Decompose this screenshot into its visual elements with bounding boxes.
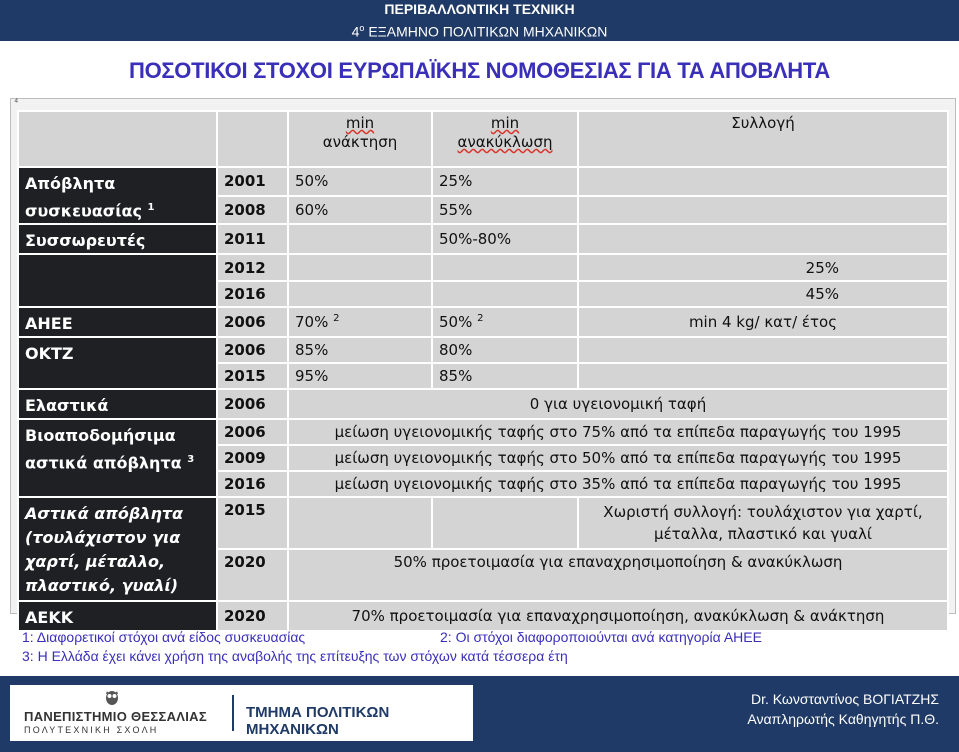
table-row [18, 337, 948, 363]
footnote-2: 2: Οι στόχοι διαφοροποιούνται ανά κατηγορία ΑΗΕΕ [440, 629, 762, 645]
value-cell: 25% [432, 167, 578, 196]
year-cell: 2001 [217, 167, 288, 196]
year-cell: 2006 [217, 307, 288, 337]
value-cell: 85% [432, 363, 578, 389]
author-name: Dr. Κωνσταντίνος ΒΟΓΙΑΤΖΗΣ [750, 691, 939, 707]
year-cell: 2016 [217, 281, 288, 307]
year-cell: 2015 [217, 497, 288, 549]
value-cell: μείωση υγειονομικής ταφής στο 50% από τα επίπεδα παραγωγής του 1995 [288, 445, 948, 471]
value-cell: 50%-80% [432, 224, 578, 254]
course-header [0, 0, 959, 41]
header-min-recovery: min ανάκτηση [288, 111, 432, 167]
year-cell: 2006 [217, 389, 288, 419]
value-cell [432, 281, 578, 307]
table-row [18, 389, 948, 419]
footnote-3: 3: Η Ελλάδα έχει κάνει χρήση της αναβολής της επίτευξης των στόχων κατά τέσσερα έτη [22, 648, 568, 664]
value-cell: 80% [432, 337, 578, 363]
header-min-recycling: min ανακύκλωση [432, 111, 578, 167]
targets-table [17, 110, 949, 632]
logo-divider [232, 695, 234, 731]
year-cell: 2012 [217, 254, 288, 281]
table-row [18, 601, 948, 631]
year-cell: 2006 [217, 419, 288, 445]
value-cell: 50% [288, 167, 432, 196]
value-cell [288, 224, 432, 254]
footnotes [22, 628, 952, 666]
value-cell [288, 497, 432, 549]
value-cell: 0 για υγειονομική ταφή [288, 389, 948, 419]
label-weee: ΑΗΕΕ [18, 307, 217, 337]
value-cell: 55% [432, 196, 578, 225]
year-cell: 2015 [217, 363, 288, 389]
header-collection: Συλλογή [578, 111, 948, 167]
value-cell: μείωση υγειονομικής ταφής στο 75% από τα επίπεδα παραγωγής του 1995 [288, 419, 948, 445]
header-empty-cell [217, 111, 288, 167]
label-empty [18, 254, 217, 307]
label-elv: ΟΚΤΖ [18, 337, 217, 389]
table-row [18, 497, 948, 549]
label-cdw: ΑΕΚΚ [18, 601, 217, 631]
value-cell: 25% [578, 254, 948, 281]
corner-mark: ⁴ [14, 97, 19, 108]
department-name: ΤΜΗΜΑ ΠΟΛΙΤΙΚΩΝ ΜΗΧΑΝΙΚΩΝ [246, 704, 390, 738]
value-cell [578, 363, 948, 389]
value-cell: 50% προετοιμασία για επαναχρησιμοποίηση & ανακύκλωση [288, 549, 948, 601]
year-cell: 2020 [217, 549, 288, 601]
label-tyres: Ελαστικά [18, 389, 217, 419]
value-cell: 60% [288, 196, 432, 225]
university-logo [10, 685, 473, 741]
value-cell [432, 254, 578, 281]
table-row [18, 307, 948, 337]
value-cell: 70% προετοιμασία για επαναχρησιμοποίηση, ανακύκλωση & ανάκτηση [288, 601, 948, 631]
table-row [18, 254, 948, 281]
value-cell [578, 167, 948, 196]
value-cell [432, 497, 578, 549]
label-batteries: Συσσωρευτές [18, 224, 217, 254]
year-cell: 2016 [217, 471, 288, 497]
label-packaging: Απόβλητα συσκευασίας $^1$ [18, 167, 217, 224]
table-row [18, 224, 948, 254]
year-cell: 2006 [217, 337, 288, 363]
year-cell: 2020 [217, 601, 288, 631]
footer-bar [0, 676, 959, 752]
value-cell: 45% [578, 281, 948, 307]
value-cell: 95% [288, 363, 432, 389]
table-header-row [18, 111, 948, 167]
slide-title: ΠΟΣΟΤΙΚΟΙ ΣΤΟΧΟΙ ΕΥΡΩΠΑΪΚΗΣ ΝΟΜΟΘΕΣΙΑΣ ΓΙΑ ΤΑ ΑΠΟΒΛΗΤΑ [129, 58, 830, 83]
header-empty-cell [18, 111, 217, 167]
value-cell [578, 224, 948, 254]
year-cell: 2009 [217, 445, 288, 471]
course-title: ΠΕΡΙΒΑΛΛΟΝΤΙΚΗ ΤΕΧΝΙΚΗ [384, 1, 575, 17]
owl-logo-icon [104, 688, 120, 710]
table-row [18, 419, 948, 445]
year-cell: 2011 [217, 224, 288, 254]
value-cell [288, 254, 432, 281]
label-municipal-waste: Αστικά απόβλητα (τουλάχιστον για χαρτί, μέταλλο, πλαστικό, γυαλί) [18, 497, 217, 601]
value-cell [578, 337, 948, 363]
year-cell: 2008 [217, 196, 288, 225]
value-cell [578, 196, 948, 225]
author-info [747, 689, 939, 729]
table-row [18, 167, 948, 196]
value-cell: 70% $^2$ [288, 307, 432, 337]
value-cell: 50% $^2$ [432, 307, 578, 337]
course-semester: $4^o$ ΕΞΑΜΗΝΟ ΠΟΛΙΤΙΚΩΝ ΜΗΧΑΝΙΚΩΝ [351, 23, 608, 40]
value-cell: min 4 kg/ κατ/ έτος [578, 307, 948, 337]
value-cell: 85% [288, 337, 432, 363]
value-cell: μείωση υγειονομικής ταφής στο 35% από τα επίπεδα παραγωγής του 1995 [288, 471, 948, 497]
school-name: ΠΟΛΥΤΕΧΝΙΚΗ ΣΧΟΛΗ [24, 725, 159, 735]
value-cell [288, 281, 432, 307]
value-cell: Χωριστή συλλογή: τουλάχιστον για χαρτί, μέταλλα, πλαστικό και γυαλί [578, 497, 948, 549]
university-name: ΠΑΝΕΠΙΣΤΗΜΙΟ ΘΕΣΣΑΛΙΑΣ [24, 709, 207, 724]
footnote-1: 1: Διαφορετικοί στόχοι ανά είδος συσκευασίας [22, 629, 306, 645]
label-biodegradable: Βιοαποδομήσιμα αστικά απόβλητα $^3$ [18, 419, 217, 497]
author-title: Αναπληρωτής Καθηγητής Π.Θ. [747, 711, 939, 727]
